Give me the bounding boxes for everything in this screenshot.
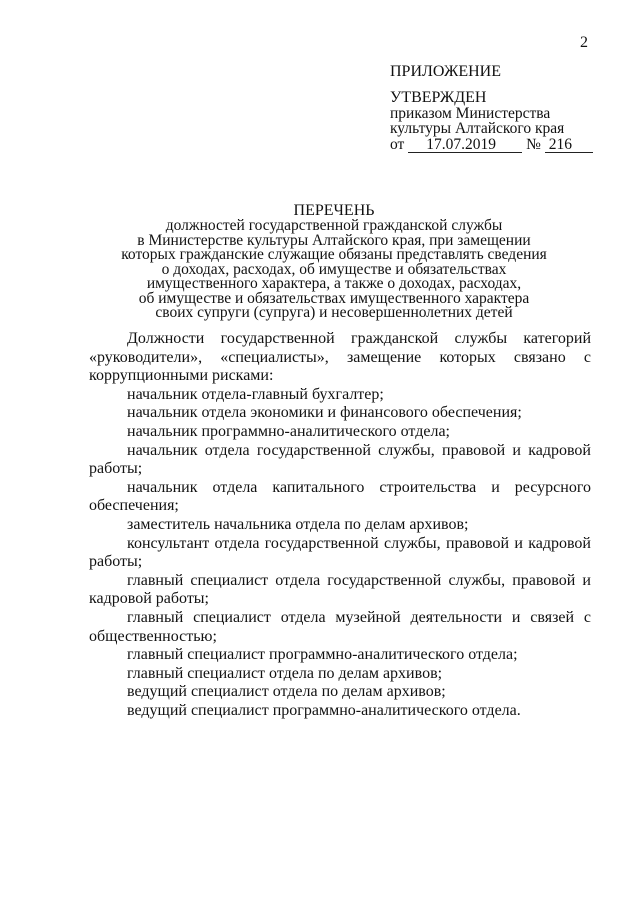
page-number: 2 [580, 34, 588, 51]
position-item: начальник программно-аналитического отдела; [127, 422, 450, 440]
position-item: начальник отдела государственной службы, правовой и кадровой работы; [89, 441, 591, 478]
heading-line: об имуществе и обязательствах имущественного характера [138, 289, 530, 307]
intro-line-3: коррупционными рисками: [89, 367, 274, 385]
position-item: заместитель начальника отдела по делам архивов; [127, 515, 469, 533]
position-item: начальник отдела капитального строительства и ресурсного обеспечения; [89, 478, 591, 515]
appendix-label: ПРИЛОЖЕНИЕ [390, 63, 502, 80]
position-item: ведущий специалист отдела по делам архивов; [127, 683, 446, 701]
order-date: 17.07.2019 [408, 137, 522, 153]
approval-title: УТВЕРЖДЕН [390, 89, 487, 106]
order-reference [390, 136, 593, 154]
position-item: главный специалист программно-аналитического отдела; [127, 646, 518, 664]
list-heading [100, 202, 568, 321]
intro-line-1: Должности государственной гражданской службы категорий [127, 330, 591, 347]
position-item: консультант отдела государственной службы, правовой и кадровой работы; [89, 534, 591, 571]
order-from-label: от [390, 136, 405, 153]
intro-line-2: «руководители», «специалисты», замещение которых связано с [89, 348, 591, 366]
order-number-label: № [526, 136, 541, 153]
document-body [89, 330, 591, 720]
heading-line: своих супруги (супруга) и несовершеннолетних детей [155, 304, 513, 321]
position-item: главный специалист отдела по делам архивов; [127, 664, 443, 682]
heading-title: ПЕРЕЧЕНЬ [293, 202, 375, 219]
approval-line-2: культуры Алтайского края [390, 120, 565, 137]
position-item: начальник отдела экономики и финансового обеспечения; [127, 404, 522, 422]
order-number: 216 [545, 137, 593, 153]
position-item: главный специалист отдела музейной деятельности и связей с общественностью; [89, 608, 591, 645]
heading-line: имущественного характера, а также о доходах, расходах, [146, 275, 522, 292]
position-item: начальник отдела-главный бухгалтер; [127, 385, 384, 403]
heading-line: о доходах, расходах, об имуществе и обязательствах [161, 260, 507, 278]
position-item: ведущий специалист программно-аналитического отдела. [127, 701, 521, 719]
approval-line-1: приказом Министерства [390, 105, 551, 122]
heading-line: должностей государственной гражданской службы [165, 217, 503, 234]
approval-block [390, 90, 564, 136]
position-item: главный специалист отдела государственной службы, правовой и кадровой работы; [89, 571, 591, 608]
heading-line: в Министерстве культуры Алтайского края, при замещении [137, 231, 531, 249]
heading-line: которых гражданские служащие обязаны представлять сведения [121, 246, 547, 263]
